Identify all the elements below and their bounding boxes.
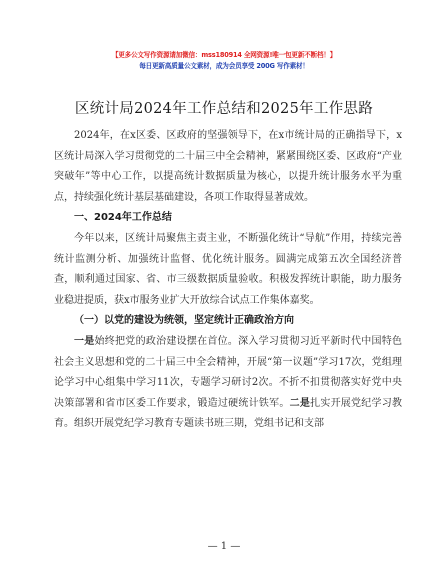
paragraph-text-two: 扎实开展党纪学习教育。组织开展党纪学习教育专题读书班三期，党组书记和支部	[54, 397, 403, 430]
document-title: 区统计局2024年工作总结和2025年工作思路	[74, 101, 374, 117]
paragraph-text-one: 始终把党的政治建设摆在首位。深入学习贯彻习近平新时代中国特色社会主义思想和党的二十届三中全会精神，开展“第一议题”学习17次，党组理论学习中心组集中学习11次，专题学习研讨2次。不折不扣贯彻落实好党中央决策部署和省市区委工作要求，锻造过硬统计铁军。	[54, 335, 403, 409]
section-1-paragraph: 今年以来，区统计局聚焦主责主业，不断强化统计“导航”作用，持续完善统计监测分析、加强统计监督、优化统计服务。圆满完成第五次全国经济普查，顺利通过国家、省、市三级数据质量验收。积极发挥统计职能，助力服务业稳进提质，获x市服务业扩大开放综合试点工作集体嘉奖。	[54, 232, 402, 306]
intro-paragraph: 2024年，在x区委、区政府的坚强领导下，在x市统计局的正确指导下，x区统计局深入学习贯彻党的二十届三中全会精神，紧紧围绕区委、区政府“产业突破年”等中心工作，以提高统计数据质量为核心，以提升统计服务水平为重点，持续强化统计基层基础建设，各项工作取得显著成效。	[54, 130, 402, 203]
paragraph-lead-two: 二是	[289, 397, 311, 409]
promo-banner-line-1: 【更多公文写作资源请加微信：mss180914 全网资源!唯一包更新不断档！】	[111, 51, 337, 59]
promo-banner-line-2: 每日更新高质量公文素材，成为会员享受 200G 写作素材！	[139, 62, 309, 70]
subsection-1-paragraph	[54, 332, 402, 435]
paragraph-lead-one: 一是	[74, 335, 95, 347]
page-number: — 1 —	[207, 541, 241, 552]
document-body	[54, 126, 402, 435]
subsection-heading-1: （一）以党的建设为统领，坚定统计正确政治方向	[74, 315, 294, 327]
section-heading-1: 一、2024年工作总结	[74, 212, 172, 224]
